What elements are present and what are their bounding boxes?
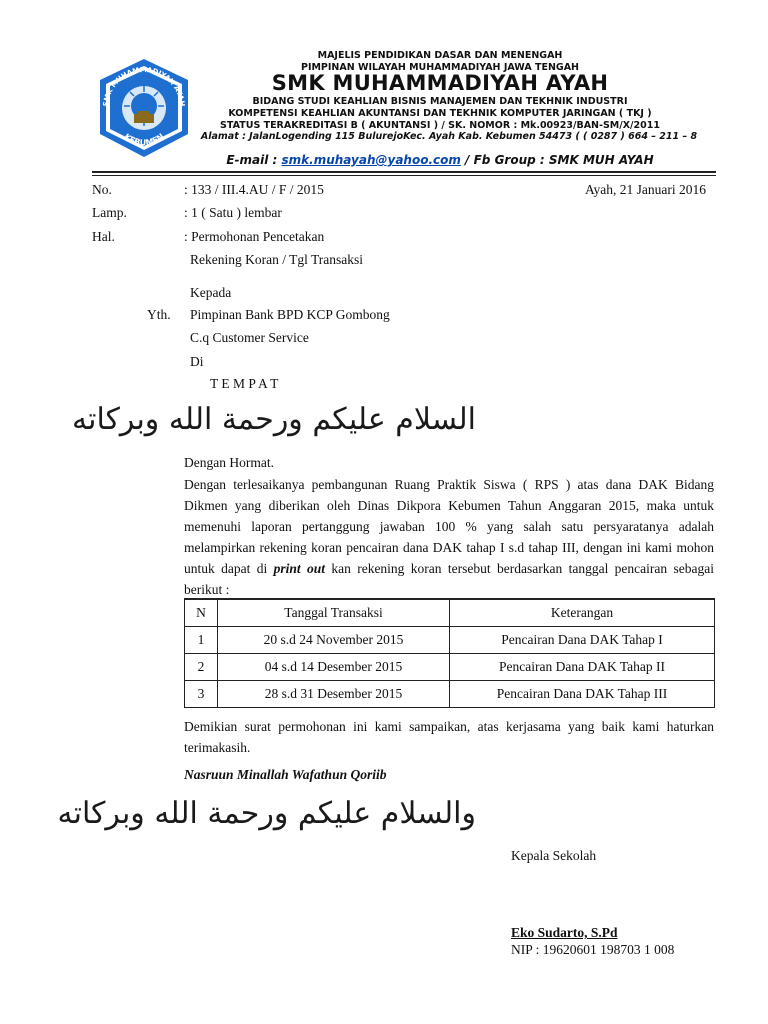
- arabic-closing: والسلام عليكم ورحمة الله وبركاته: [57, 796, 476, 831]
- contact-line: [150, 153, 730, 167]
- email-link[interactable]: smk.muhayah@yahoo.com: [281, 153, 461, 167]
- letterhead-line3: BIDANG STUDI KEAHLIAN BISNIS MANAJEMEN DAN TEKHNIK INDUSTRI: [252, 96, 628, 107]
- body-paragraph-part2: kan rekening koran tersebut berdasarkan tanggal pencairan sebagai berikut :: [184, 561, 714, 597]
- letterhead-address: Alamat : JalanLogending 115 BulurejoKec. Ayah Kab. Kebumen 54473 ( ( 0287 ) 664 – 211 – 8: [200, 131, 698, 142]
- row-no: 1: [185, 627, 218, 654]
- row-description: Pencairan Dana DAK Tahap III: [450, 681, 715, 708]
- row-date: 04 s.d 14 Desember 2015: [218, 654, 450, 681]
- signature-nip: NIP : 19620601 198703 1 008: [511, 942, 675, 957]
- row-date: 20 s.d 24 November 2015: [218, 627, 450, 654]
- header-rule-thick: [92, 171, 716, 173]
- header-description: Keterangan: [450, 599, 715, 627]
- body-paragraph-part1: Dengan terlesaikanya pembangunan Ruang Praktik Siswa ( RPS ) atas dana DAK Bidang Dikmen yang diberikan oleh Dinas Dikpora Kebumen Tahun Anggaran 2015, maka untuk memenuhi laporan pertanggung jawaban 100 % yang salah satu persyaratanya adalah melampirkan rekening koran pencairan dana DAK tahap I s.d tahap III, dengan ini kami mohon untuk dapat di: [184, 477, 714, 576]
- salutation: Dengan Hormat.: [184, 455, 274, 470]
- no-label: No.: [92, 182, 112, 197]
- header-no: N: [185, 599, 218, 627]
- table-row: [185, 627, 715, 654]
- lamp-value: : 1 ( Satu ) lembar: [184, 205, 282, 220]
- kepada: Kepada: [190, 285, 232, 300]
- row-description: Pencairan Dana DAK Tahap II: [450, 654, 715, 681]
- hal-value-1: : Permohonan Pencetakan: [184, 229, 325, 244]
- header-date: Tanggal Transaksi: [218, 599, 450, 627]
- recipient-line3: Di: [190, 354, 204, 369]
- arabic-greeting: السلام عليكم ورحمة الله وبركاته: [72, 402, 476, 437]
- row-no: 3: [185, 681, 218, 708]
- closing-paragraph: Demikian surat permohonan ini kami sampaikan, atas kerjasama yang baik kami haturkan terimakasih.: [184, 719, 714, 755]
- signature-name: Eko Sudarto, S.Pd: [511, 925, 618, 940]
- recipient-line4: T E M P A T: [210, 376, 279, 391]
- logo-text-top: SMK MUHAMMADIYAH AYAH: [101, 65, 187, 107]
- signature-title: Kepala Sekolah: [511, 848, 597, 863]
- logo-text-bottom: KEBUMEN: [122, 131, 166, 148]
- body-paragraph-emphasis: print out: [273, 561, 325, 576]
- row-no: 2: [185, 654, 218, 681]
- school-name: SMK MUHAMMADIYAH AYAH: [271, 71, 609, 95]
- motto: Nasruun Minallah Wafathun Qoriib: [184, 767, 387, 782]
- fb-group: / Fb Group : SMK MUH AYAH: [460, 153, 654, 167]
- row-date: 28 s.d 31 Desember 2015: [218, 681, 450, 708]
- letterhead-line4: KOMPETENSI KEAHLIAN AKUNTANSI DAN TEKHNIK KOMPUTER JARINGAN ( TKJ ): [228, 108, 652, 119]
- transaction-table: [184, 598, 715, 708]
- letterhead-line5: STATUS TERAKREDITASI B ( AKUNTANSI ) / SK. NOMOR : Mk.00923/BAN-SM/X/2011: [220, 120, 660, 131]
- body-paragraph: [184, 474, 714, 600]
- letter-date: Ayah, 21 Januari 2016: [585, 182, 706, 197]
- recipient-line2: C.q Customer Service: [190, 330, 309, 345]
- hal-label: Hal.: [92, 229, 115, 244]
- recipient-line1: Pimpinan Bank BPD KCP Gombong: [190, 307, 390, 322]
- header-rule-thin: [92, 175, 716, 176]
- hal-value-2: Rekening Koran / Tgl Transaksi: [190, 252, 363, 267]
- table-row: [185, 654, 715, 681]
- yth-label: Yth.: [147, 307, 171, 322]
- no-value: : 133 / III.4.AU / F / 2015: [184, 182, 324, 197]
- table-row: [185, 681, 715, 708]
- letterhead-line1: MAJELIS PENDIDIKAN DASAR DAN MENENGAH: [317, 50, 563, 61]
- table-header-row: [185, 599, 715, 627]
- row-description: Pencairan Dana DAK Tahap I: [450, 627, 715, 654]
- email-label: E-mail :: [226, 153, 282, 167]
- letterhead-line2: PIMPINAN WILAYAH MUHAMMADIYAH JAWA TENGAH: [300, 62, 580, 73]
- lamp-label: Lamp.: [92, 205, 127, 220]
